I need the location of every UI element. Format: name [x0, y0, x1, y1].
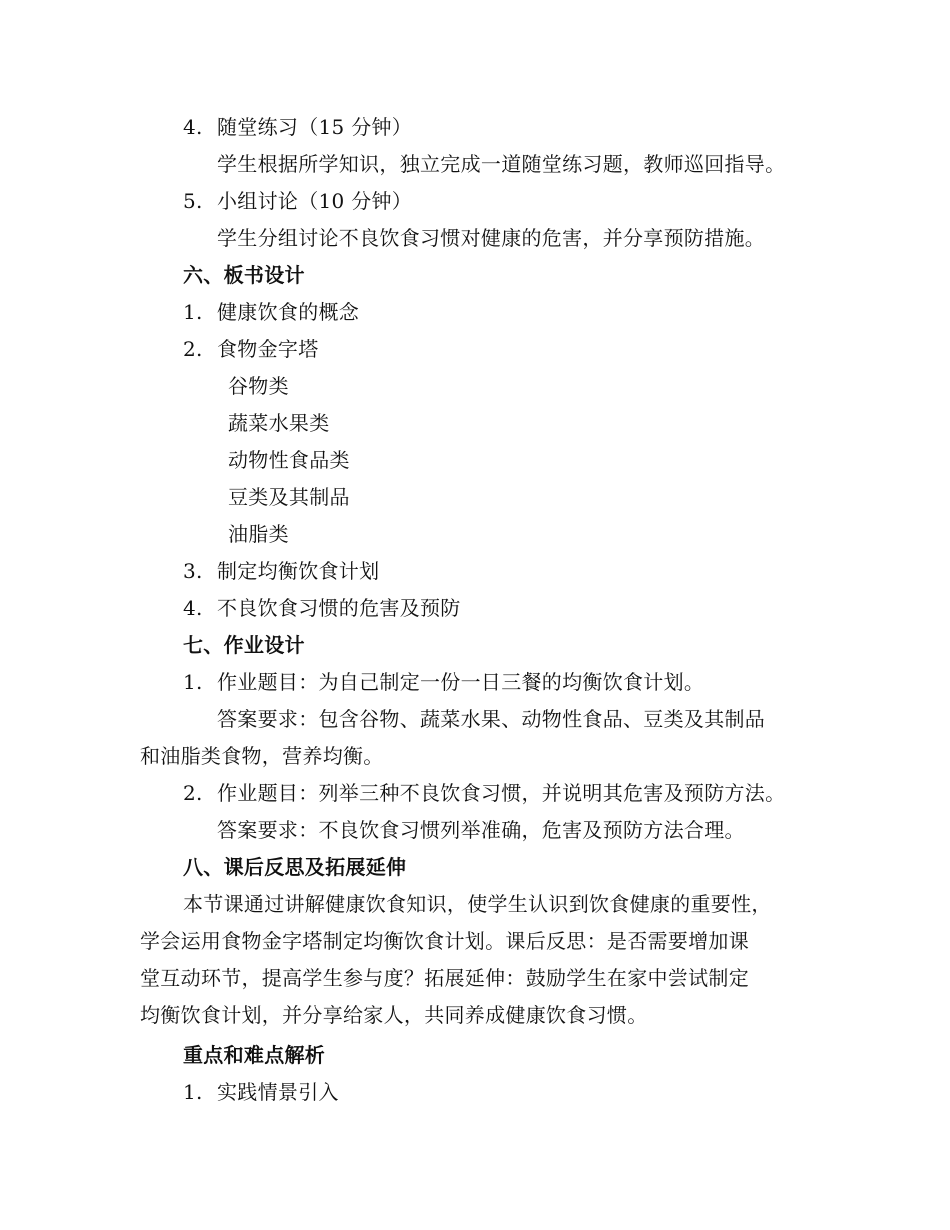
list-item [183, 336, 319, 362]
section-heading-key-points: 重点和难点解析 [183, 1043, 326, 1067]
list-item-text: 健康饮食的概念 [217, 300, 360, 324]
list-number: 1. [183, 670, 203, 694]
section-heading-board-design: 六、板书设计 [183, 263, 305, 287]
list-number: 4. [183, 596, 203, 620]
homework-answer: 答案要求：不良饮食习惯列举准确，危害及预防方法合理。 [217, 818, 745, 842]
list-item [183, 595, 461, 621]
list-number: 5. [183, 189, 203, 213]
pyramid-item: 动物性食品类 [228, 448, 350, 472]
homework-answer: 答案要求：包含谷物、蔬菜水果、动物性食品、豆类及其制品 [217, 707, 766, 731]
paragraph-practice-desc: 学生根据所学知识，独立完成一道随堂练习题，教师巡回指导。 [217, 152, 786, 176]
list-item [183, 558, 379, 584]
list-number: 2. [183, 781, 203, 805]
homework-item [183, 780, 785, 806]
pyramid-item: 蔬菜水果类 [228, 411, 330, 435]
list-number: 4. [183, 115, 203, 139]
section-heading-homework: 七、作业设计 [183, 633, 305, 657]
paragraph-line: 本节课通过讲解健康饮食知识，使学生认识到饮食健康的重要性， [183, 892, 772, 916]
list-item [183, 299, 359, 325]
list-item-text: 食物金字塔 [217, 337, 319, 361]
list-item-text: 作业题目：为自己制定一份一日三餐的均衡饮食计划。 [217, 670, 705, 694]
list-number: 1. [183, 1080, 203, 1104]
list-item-text: 不良饮食习惯的危害及预防 [217, 596, 461, 620]
paragraph-line: 学会运用食物金字塔制定均衡饮食计划。课后反思：是否需要增加课 [140, 929, 749, 953]
pyramid-item: 油脂类 [228, 522, 289, 546]
list-item-text: 随堂练习（15 分钟） [217, 115, 413, 139]
list-item-text: 小组讨论（10 分钟） [217, 189, 413, 213]
list-item-text: 作业题目：列举三种不良饮食习惯，并说明其危害及预防方法。 [217, 781, 786, 805]
list-item-text: 实践情景引入 [217, 1080, 339, 1104]
list-item-text: 制定均衡饮食计划 [217, 559, 380, 583]
list-item [183, 1079, 339, 1105]
list-number: 2. [183, 337, 203, 361]
homework-item [183, 669, 704, 695]
paragraph-discussion-desc: 学生分组讨论不良饮食习惯对健康的危害，并分享预防措施。 [217, 226, 766, 250]
list-item-practice [183, 114, 412, 140]
list-item-group-discussion [183, 188, 412, 214]
list-number: 1. [183, 300, 203, 324]
list-number: 3. [183, 559, 203, 583]
homework-answer-cont: 和油脂类食物，营养均衡。 [140, 744, 384, 768]
paragraph-line: 均衡饮食计划，并分享给家人，共同养成健康饮食习惯。 [140, 1003, 648, 1027]
pyramid-item: 谷物类 [228, 374, 289, 398]
section-heading-reflection: 八、课后反思及拓展延伸 [183, 855, 407, 879]
pyramid-item: 豆类及其制品 [228, 485, 350, 509]
paragraph-line: 堂互动环节，提高学生参与度？拓展延伸：鼓励学生在家中尝试制定 [140, 966, 749, 990]
